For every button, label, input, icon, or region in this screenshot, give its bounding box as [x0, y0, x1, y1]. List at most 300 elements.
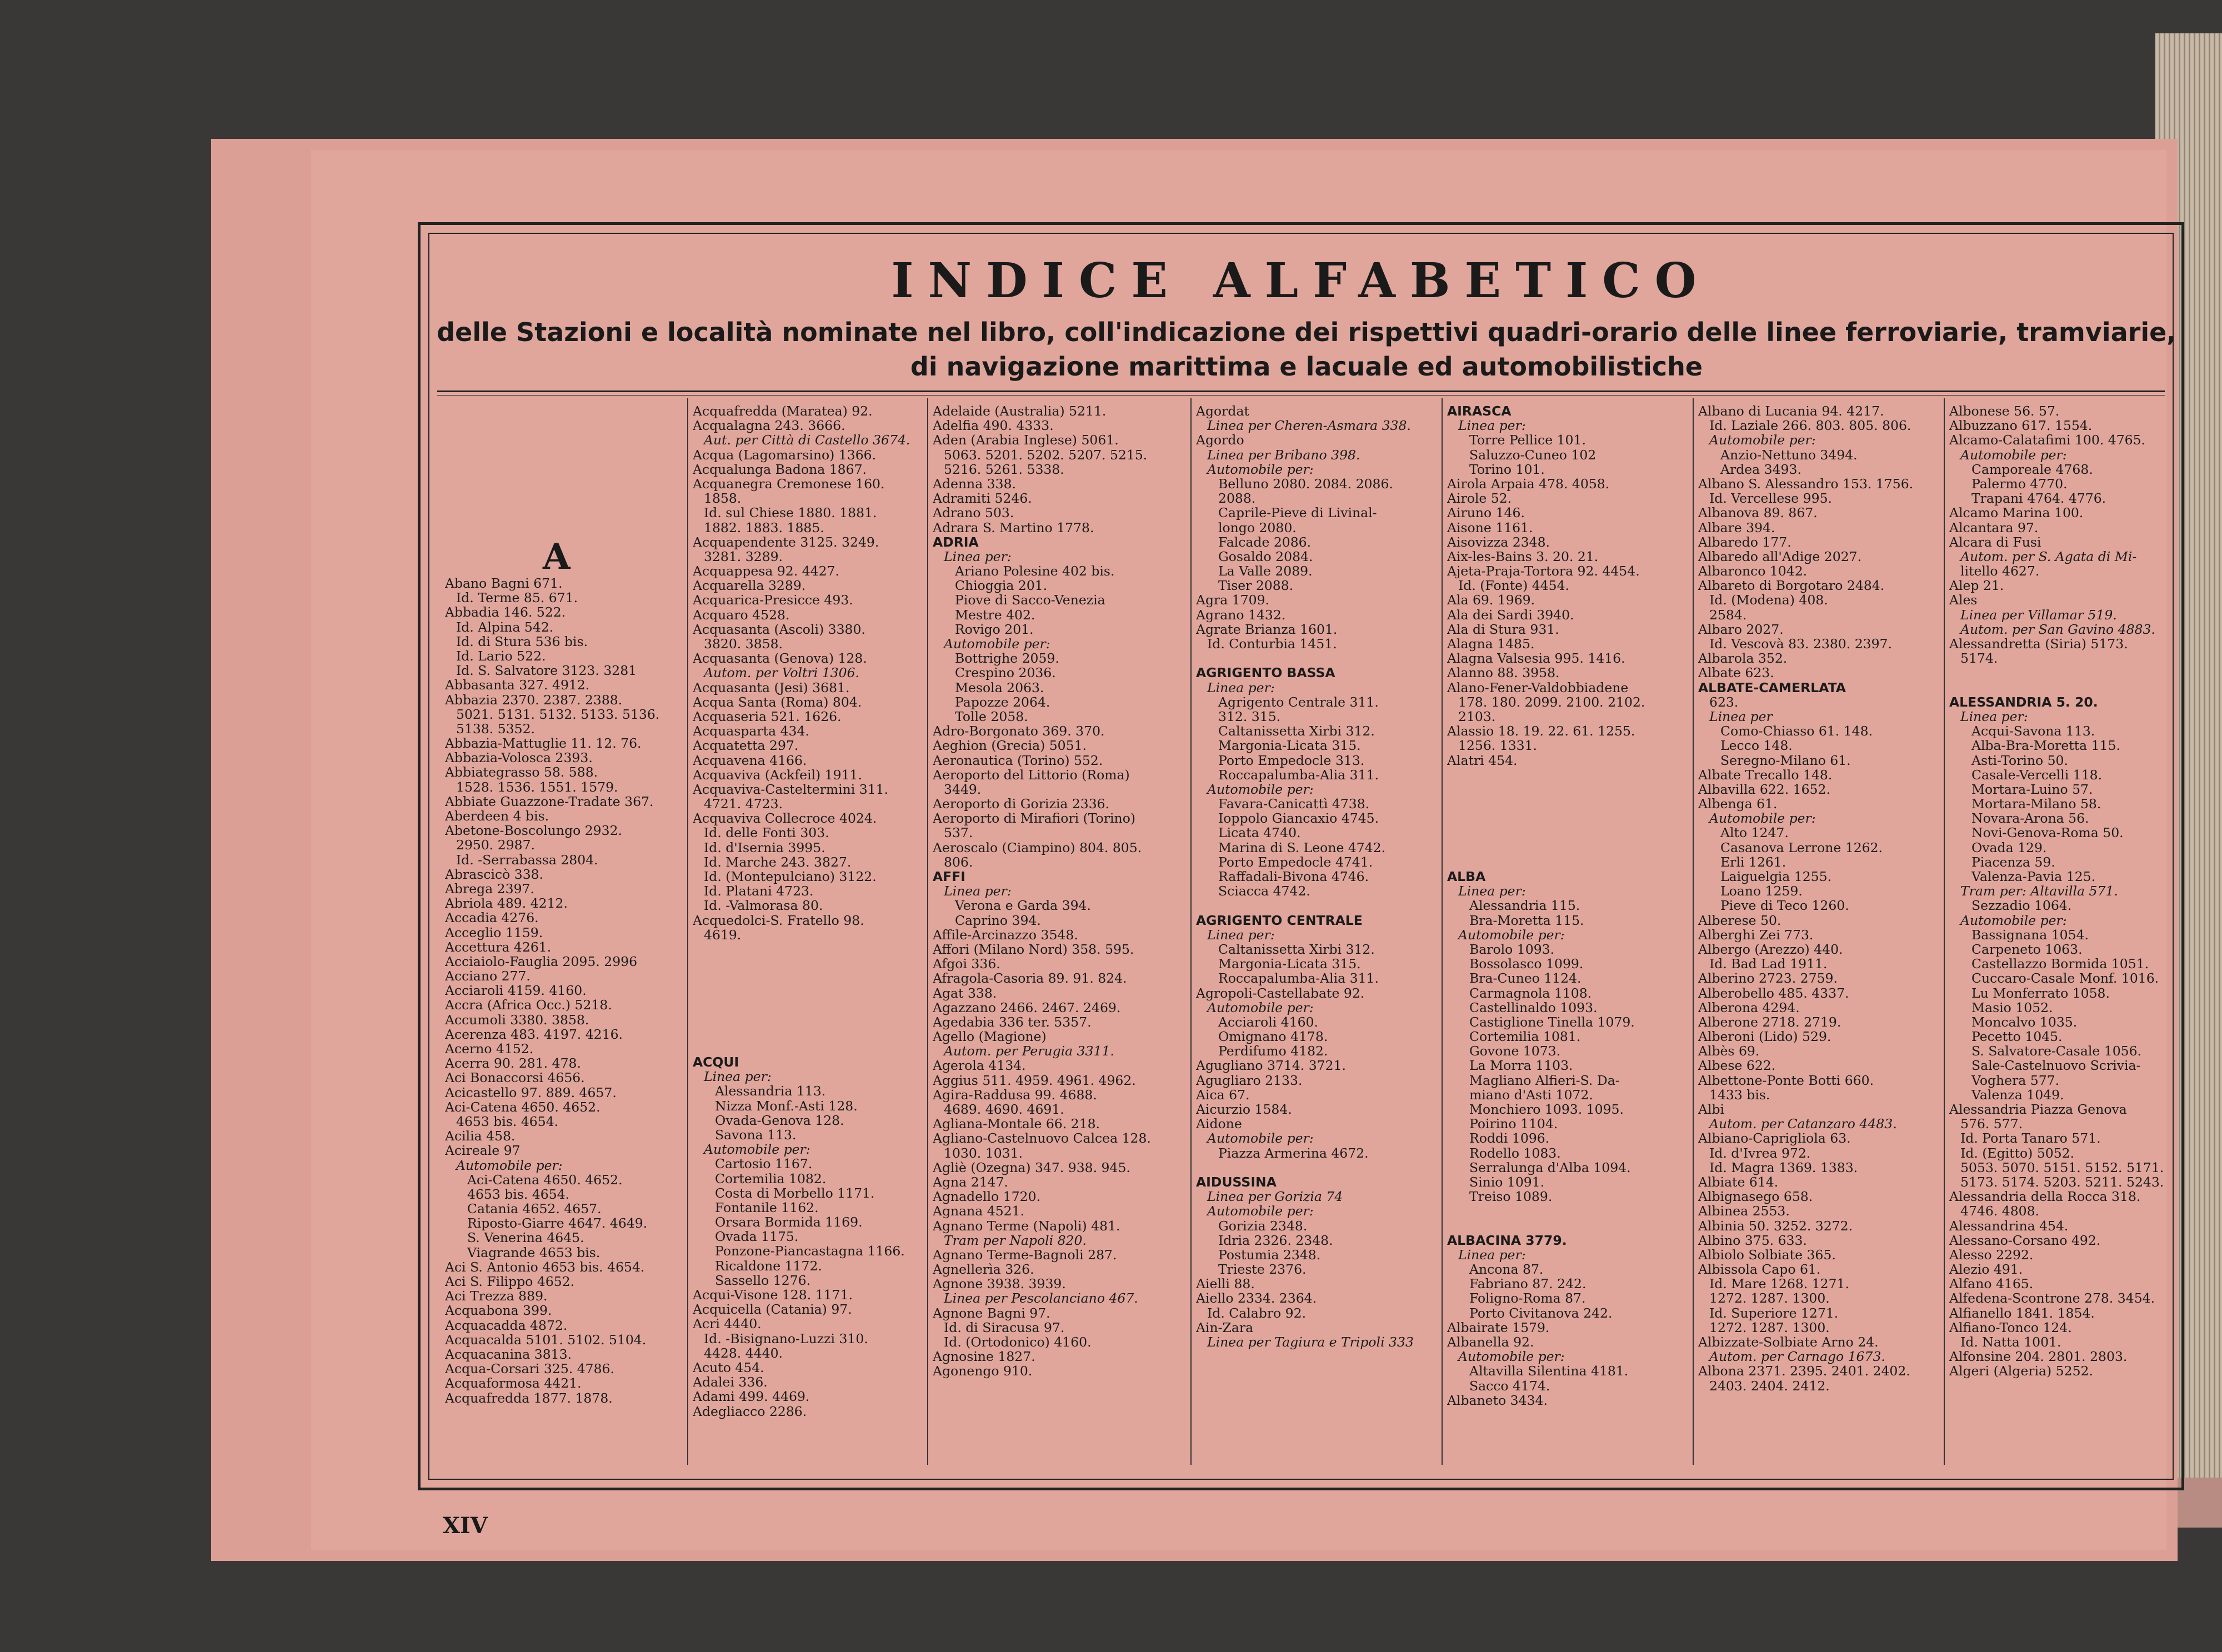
index-entry: Acuto 454.	[693, 1359, 764, 1375]
index-entry: Id. Magra 1369. 1383.	[1709, 1159, 1858, 1175]
index-entry: Ardea 3493.	[1720, 461, 1801, 477]
index-entry	[1447, 1219, 1690, 1233]
page-title: INDICE ALFABETICO	[891, 253, 1711, 309]
index-entry: Affile-Arcinazzo 3548.	[933, 927, 1078, 943]
index-entry: Altavilla Silentina 4181.	[1469, 1363, 1629, 1379]
index-entry: Monchiero 1093. 1095.	[1469, 1102, 1624, 1117]
index-entry: Accumoli 3380. 3858.	[445, 1012, 589, 1028]
index-entry: 1433 bis.	[1709, 1087, 1770, 1103]
index-entry	[1196, 651, 1439, 665]
index-entry: Serralunga d'Alba 1094.	[1469, 1159, 1631, 1175]
index-entry: Abbazia-Volosca 2393.	[445, 750, 593, 766]
index-entry: Abrascicò 338.	[445, 866, 544, 882]
index-entry: Agna 2147.	[933, 1174, 1008, 1190]
index-entry: Airola Arpaia 478. 4058.	[1447, 475, 1610, 492]
index-entry: Camporeale 4768.	[1971, 461, 2093, 477]
index-entry: Caltanissetta Xirbi 312.	[1218, 723, 1375, 739]
index-entry: Alessandria 113.	[715, 1083, 826, 1099]
index-entry: Rovigo 201.	[955, 621, 1034, 637]
index-entry: Alezio 491.	[1949, 1261, 2023, 1278]
index-entry: 178. 180. 2099. 2100. 2102.	[1458, 694, 1645, 710]
index-entry: Autom. per San Gavino 4883.	[1960, 621, 2155, 637]
index-entry: Aiello 2334. 2364.	[1196, 1290, 1317, 1306]
index-entry: AGRIGENTO BASSA	[1196, 665, 1335, 681]
page-number: XIV	[443, 1513, 488, 1539]
index-entry: Alcantara 97.	[1949, 519, 2039, 535]
index-entry: Id. Laziale 266. 803. 805. 806.	[1709, 418, 1911, 434]
index-entry: Ovada 129.	[1971, 839, 2047, 855]
index-entry: Margonia-Licata 315.	[1218, 738, 1361, 754]
index-entry: Fontanile 1162.	[715, 1199, 819, 1215]
index-entry: Alesso 2292.	[1949, 1246, 2034, 1263]
column-separator	[927, 398, 928, 1465]
index-entry: Castellazzo Bormida 1051.	[1971, 956, 2149, 972]
index-entry: Id. (Fonte) 4454.	[1458, 578, 1570, 594]
index-entry: 4689. 4690. 4691.	[944, 1102, 1064, 1117]
index-entry: Verona e Garda 394.	[955, 898, 1091, 914]
index-entry: AIDUSSINA	[1196, 1174, 1277, 1190]
index-entry: Adegliacco 2286.	[693, 1403, 807, 1419]
index-entry: Albairate 1579.	[1447, 1319, 1550, 1335]
index-entry: Alessano-Corsano 492.	[1949, 1232, 2101, 1248]
index-entry: Id. Conturbia 1451.	[1207, 636, 1337, 652]
index-entry: Afgoi 336.	[933, 956, 1000, 972]
index-entry: Agnellerìa 326.	[933, 1261, 1034, 1278]
index-entry: Novi-Genova-Roma 50.	[1971, 825, 2124, 841]
index-entry: Bassignana 1054.	[1971, 927, 2089, 943]
index-entry: Tram per Napoli 820.	[944, 1232, 1087, 1248]
index-entry: Savona 113.	[715, 1127, 797, 1143]
index-entry: Ponzone-Piancastagna 1166.	[715, 1243, 905, 1259]
index-entry: Automobile per:	[1458, 1349, 1565, 1365]
index-entry: Id. d'Isernia 3995.	[704, 839, 825, 855]
index-entry: Alessandrina 454.	[1949, 1218, 2069, 1234]
index-entry: Agordat	[1196, 404, 1249, 419]
index-entry: Moncalvo 1035.	[1971, 1014, 2078, 1030]
index-column-1	[445, 576, 684, 1465]
subtitle-line-2: di navigazione marittima e lacuale ed automobilistiche	[910, 352, 1703, 382]
index-entry: Tolle 2058.	[955, 708, 1028, 724]
index-entry: Automobile per:	[1207, 999, 1314, 1015]
index-entry: Aci Trezza 889.	[445, 1288, 548, 1304]
index-entry: Cortemilia 1081.	[1469, 1029, 1581, 1045]
index-entry: Sinio 1091.	[1469, 1174, 1545, 1190]
index-column-3	[933, 404, 1188, 1448]
index-entry: Bossolasco 1099.	[1469, 956, 1584, 972]
index-entry: Albuzzano 617. 1554.	[1949, 418, 2093, 434]
index-entry: Alessandria 115.	[1469, 898, 1580, 914]
index-entry: Algeri (Algeria) 5252.	[1949, 1363, 2093, 1379]
index-entry: Automobile per:	[1709, 432, 1816, 448]
index-entry: Rodello 1083.	[1469, 1145, 1561, 1161]
index-entry: Alberese 50.	[1698, 912, 1781, 928]
index-entry: Chioggia 201.	[955, 578, 1048, 594]
index-entry: Agat 338.	[933, 985, 997, 1001]
index-entry: Lu Monferrato 1058.	[1971, 985, 2110, 1001]
index-entry: Aicurzio 1584.	[1196, 1102, 1292, 1117]
index-entry: Alfiano-Tonco 124.	[1949, 1319, 2072, 1335]
index-entry: Albonese 56. 57.	[1949, 404, 2060, 419]
index-entry: Affori (Milano Nord) 358. 595.	[933, 941, 1134, 957]
index-entry: ACQUI	[693, 1055, 739, 1070]
index-entry: 5173. 5174. 5203. 5211. 5243.	[1960, 1174, 2164, 1190]
subtitle-line-1: delle Stazioni e località nominate nel libro, coll'indicazione dei rispettivi quadri-orario delle linee ferroviarie, tramviarie,	[437, 317, 2176, 347]
index-entry: Automobile per:	[944, 636, 1050, 652]
index-entry: Agugliaro 2133.	[1196, 1072, 1303, 1088]
index-entry	[693, 957, 925, 970]
index-entry: Perdifumo 4182.	[1218, 1043, 1328, 1059]
index-entry: Acquaviva Collecroce 4024.	[693, 810, 877, 827]
index-entry: Id. delle Fonti 303.	[704, 825, 829, 841]
index-entry: Linea per:	[1458, 418, 1526, 434]
index-entry: ADRIA	[933, 534, 979, 550]
index-entry: Adelaide (Australia) 5211.	[933, 404, 1107, 419]
index-entry: Palermo 4770.	[1971, 475, 2068, 492]
index-entry: Acquatetta 297.	[693, 738, 799, 754]
index-entry: Id. (Montepulciano) 3122.	[704, 869, 877, 884]
index-entry: Acqua Santa (Roma) 804.	[693, 694, 862, 710]
index-entry: Accettura 4261.	[445, 939, 552, 955]
index-entry: 576. 577.	[1960, 1116, 2023, 1132]
index-entry: Carpeneto 1063.	[1971, 941, 2083, 957]
index-entry: Albizzate-Solbiate Arno 24.	[1698, 1334, 1879, 1350]
index-entry: Adenna 338.	[933, 475, 1016, 492]
index-entry: Agnano Terme (Napoli) 481.	[933, 1218, 1120, 1234]
index-entry: Autom. per Catanzaro 4483.	[1709, 1116, 1897, 1132]
index-entry: Acquavena 4166.	[693, 752, 807, 768]
index-entry: Margonia-Licata 315.	[1218, 956, 1361, 972]
index-entry: 4619.	[704, 927, 742, 943]
index-entry: Alfonsine 204. 2801. 2803.	[1949, 1349, 2128, 1365]
index-entry: Acquabona 399.	[445, 1303, 552, 1319]
index-entry: Id. d'Ivrea 972.	[1709, 1145, 1811, 1161]
index-entry: Linea per:	[704, 1069, 772, 1085]
index-entry: Id. Superiore 1271.	[1709, 1305, 1839, 1321]
index-entry: Airole 52.	[1447, 490, 1512, 507]
index-entry: Acqui-Savona 113.	[1971, 723, 2095, 739]
index-entry: Automobile per:	[1709, 810, 1816, 827]
index-entry: Ancona 87.	[1469, 1261, 1544, 1278]
index-entry: Abetone-Boscolungo 2932.	[445, 823, 623, 839]
index-entry: Raffadali-Bivona 4746.	[1218, 869, 1369, 884]
index-entry: Bra-Moretta 115.	[1469, 912, 1584, 928]
index-entry: Crespino 2036.	[955, 665, 1056, 681]
index-entry: Acquaro 4528.	[693, 607, 790, 623]
index-entry: Fabriano 87. 242.	[1469, 1276, 1587, 1292]
index-entry: Agliano-Castelnuovo Calcea 128.	[933, 1130, 1151, 1147]
index-entry: Linea per:	[1207, 927, 1275, 943]
index-entry: Saluzzo-Cuneo 102	[1469, 447, 1597, 463]
index-entry: Acciaroli 4159. 4160.	[445, 983, 587, 999]
index-entry: Id. Alpina 542.	[456, 619, 554, 635]
index-entry: Albiolo Solbiate 365.	[1698, 1246, 1836, 1263]
index-entry: Alberona 4294.	[1698, 999, 1800, 1015]
index-entry: Treiso 1089.	[1469, 1189, 1553, 1205]
index-entry: Voghera 577.	[1971, 1072, 2060, 1088]
index-entry: Albinia 50. 3252. 3272.	[1698, 1218, 1853, 1234]
index-entry: Acquappesa 92. 4427.	[693, 563, 839, 579]
index-entry: 5138. 5352.	[456, 720, 536, 737]
index-entry: Automobile per:	[1207, 1130, 1314, 1147]
index-entry: Porto Civitanova 242.	[1469, 1305, 1613, 1321]
index-entry: Albanova 89. 867.	[1698, 505, 1818, 521]
index-entry: Abbazia 2370. 2387. 2388.	[445, 692, 623, 708]
column-separator	[687, 398, 688, 1465]
index-entry: Alberoni (Lido) 529.	[1698, 1029, 1831, 1045]
index-entry: AGRIGENTO CENTRALE	[1196, 912, 1363, 928]
index-entry: Aeghion (Grecia) 5051.	[933, 738, 1087, 754]
index-entry: Abrega 2397.	[445, 880, 534, 897]
index-entry: Postumia 2348.	[1218, 1246, 1321, 1263]
index-entry: Acquarica-Presicce 493.	[693, 592, 853, 608]
index-entry: Acireale 97	[445, 1143, 521, 1159]
index-entry: Masio 1052.	[1971, 999, 2053, 1015]
index-entry: Falcade 2086.	[1218, 534, 1312, 550]
index-entry: Linea per Tagiura e Tripoli 333	[1207, 1334, 1414, 1350]
index-entry: Linea per:	[1458, 1246, 1526, 1263]
index-entry	[1447, 855, 1690, 869]
index-entry: Albenga 61.	[1698, 796, 1778, 812]
index-entry: Barolo 1093.	[1469, 941, 1555, 957]
index-entry: Abano Bagni 671.	[445, 576, 563, 591]
index-entry: Alfedena-Scontrone 278. 3454.	[1949, 1290, 2155, 1306]
index-entry: Alano-Fener-Valdobbiadene	[1447, 679, 1629, 695]
header-rule-thin	[437, 395, 2165, 396]
index-entry: Agliana-Montale 66. 218.	[933, 1116, 1100, 1132]
index-entry: Alep 21.	[1949, 578, 2004, 594]
index-entry	[693, 942, 925, 957]
index-entry: Ales	[1949, 592, 1978, 608]
index-entry: Acquaformosa 4421.	[445, 1375, 582, 1391]
index-entry: AIRASCA	[1447, 404, 1512, 419]
index-entry: Albissola Capo 61.	[1698, 1261, 1821, 1278]
index-entry: Autom. per Voltri 1306.	[704, 665, 859, 681]
index-entry: Roccapalumba-Alia 311.	[1218, 767, 1379, 783]
index-entry: 5216. 5261. 5338.	[944, 461, 1064, 477]
index-entry: Acquapendente 3125. 3249.	[693, 534, 879, 550]
index-entry: 2088.	[1218, 490, 1256, 507]
index-entry: Albano di Lucania 94. 4217.	[1698, 404, 1884, 419]
index-entry: Linea per Cheren-Asmara 338.	[1207, 418, 1411, 434]
index-entry: Id. Porta Tanaro 571.	[1960, 1130, 2101, 1147]
index-entry: Aci Bonaccorsi 4656.	[445, 1070, 585, 1086]
index-entry: Acquedolci-S. Fratello 98.	[693, 912, 864, 928]
index-entry: Albaredo 177.	[1698, 534, 1791, 550]
page-subtitle	[432, 315, 2181, 384]
index-entry: 806.	[944, 854, 973, 870]
index-entry: Acciano 277.	[445, 968, 531, 984]
index-entry: Bottrighe 2059.	[955, 650, 1059, 667]
index-entry: Torre Pellice 101.	[1469, 432, 1586, 448]
index-entry: Castellinaldo 1093.	[1469, 999, 1598, 1015]
index-entry: Novara-Arona 56.	[1971, 810, 2089, 827]
index-entry: Abbazia-Mattuglie 11. 12. 76.	[445, 735, 642, 752]
index-entry: Gosaldo 2084.	[1218, 548, 1313, 564]
index-entry: Bra-Cuneo 1124.	[1469, 970, 1582, 987]
index-entry: Casanova Lerrone 1262.	[1720, 839, 1883, 855]
index-entry: Alberone 2718. 2719.	[1698, 1014, 1841, 1030]
index-entry: Alba-Bra-Moretta 115.	[1971, 738, 2120, 754]
index-entry: Albiate 614.	[1698, 1174, 1779, 1190]
index-entry: Acquicella (Catania) 97.	[693, 1301, 852, 1318]
index-entry: Aeroscalo (Ciampino) 804. 805.	[933, 839, 1142, 855]
index-entry: Linea per:	[1960, 708, 2028, 724]
index-entry: 5174.	[1960, 650, 1998, 667]
index-entry	[1949, 680, 2171, 695]
index-entry: Sacco 4174.	[1469, 1378, 1550, 1394]
index-column-7	[1949, 404, 2171, 1448]
index-entry: Aix-les-Bains 3. 20. 21.	[1447, 548, 1599, 564]
index-entry: miano d'Asti 1072.	[1469, 1087, 1593, 1103]
index-entry: ALBATE-CAMERLATA	[1698, 679, 1846, 695]
index-entry: Acquasanta (Ascoli) 3380.	[693, 621, 865, 637]
index-entry: Agrigento Centrale 311.	[1218, 694, 1379, 710]
index-entry: Albese 622.	[1698, 1058, 1776, 1074]
index-entry: Pecetto 1045.	[1971, 1029, 2063, 1045]
index-entry: Id. -Serrabassa 2804.	[456, 852, 598, 868]
index-entry	[1196, 898, 1439, 913]
index-entry: Acquacanina 3813.	[445, 1346, 572, 1362]
index-entry: Albès 69.	[1698, 1043, 1760, 1059]
index-entry: Marina di S. Leone 4742.	[1218, 839, 1386, 855]
index-entry: La Valle 2089.	[1218, 563, 1313, 579]
index-entry: Albignasego 658.	[1698, 1189, 1813, 1205]
index-entry: Agrate Brianza 1601.	[1196, 621, 1338, 637]
index-entry: Acciaiolo-Fauglia 2095. 2996	[445, 953, 638, 969]
index-column-5	[1447, 404, 1690, 1448]
index-entry: Favara-Canicattì 4738.	[1218, 796, 1370, 812]
index-entry: Agnone 3938. 3939.	[933, 1276, 1066, 1292]
index-entry: Linea per Bribano 398.	[1207, 447, 1360, 463]
index-entry: Agello (Magione)	[933, 1029, 1047, 1045]
index-entry: Albaronco 1042.	[1698, 563, 1808, 579]
index-entry: 312. 315.	[1218, 708, 1281, 724]
index-entry: Acquacadda 4872.	[445, 1317, 568, 1333]
index-entry: Lecco 148.	[1720, 738, 1793, 754]
index-entry: Agnano Terme-Bagnoli 287.	[933, 1246, 1117, 1263]
index-entry: Erli 1261.	[1720, 854, 1786, 870]
index-entry: Como-Chiasso 61. 148.	[1720, 723, 1873, 739]
index-entry: Linea per Gorizia 74	[1207, 1189, 1343, 1205]
index-entry: Linea per Pescolanciano 467.	[944, 1290, 1138, 1306]
index-entry: Adro-Borgonato 369. 370.	[933, 723, 1105, 739]
index-entry: 1528. 1536. 1551. 1579.	[456, 779, 618, 795]
column-separator	[1442, 398, 1443, 1465]
index-entry: Acciaroli 4160.	[1218, 1014, 1318, 1030]
index-entry: Caprino 394.	[955, 912, 1041, 928]
index-entry: 3281. 3289.	[704, 548, 783, 564]
column-separator	[1944, 398, 1945, 1465]
index-entry: Aden (Arabia Inglese) 5061.	[933, 432, 1119, 448]
index-entry: Adalei 336.	[693, 1374, 768, 1390]
index-entry: Orsara Bormida 1169.	[715, 1214, 863, 1230]
index-entry: Id. (Ortodonico) 4160.	[944, 1334, 1092, 1350]
index-entry: Albinea 2553.	[1698, 1203, 1790, 1219]
index-entry: Acquacalda 5101. 5102. 5104.	[445, 1331, 647, 1348]
index-entry: Aci S. Antonio 4653 bis. 4654.	[445, 1259, 645, 1275]
index-entry: Acquaseria 521. 1626.	[693, 708, 842, 724]
index-entry: Magliano Alfieri-S. Da-	[1469, 1072, 1620, 1088]
index-entry: Aisone 1161.	[1447, 519, 1533, 535]
index-entry: Aidone	[1196, 1116, 1242, 1132]
index-entry: Automobile per:	[1960, 447, 2067, 463]
index-entry: Adramiti 5246.	[933, 490, 1032, 507]
index-entry: Trapani 4764. 4776.	[1971, 490, 2106, 507]
index-entry: Carmagnola 1108.	[1469, 985, 1592, 1001]
index-entry: 1882. 1883. 1885.	[704, 519, 824, 535]
index-entry: Id. Natta 1001.	[1960, 1334, 2061, 1350]
index-entry: Omignano 4178.	[1218, 1029, 1328, 1045]
index-entry: Licata 4740.	[1218, 825, 1301, 841]
index-frame	[418, 222, 2184, 1539]
index-entry: Agnosine 1827.	[933, 1349, 1035, 1365]
index-entry: Alto 1247.	[1720, 825, 1789, 841]
index-entry: Linea per:	[944, 548, 1012, 564]
index-entry: Govone 1073.	[1469, 1043, 1561, 1059]
index-entry: Alanno 88. 3958.	[1447, 665, 1560, 681]
index-entry: Acquaviva-Casteltermini 311.	[693, 781, 889, 797]
index-entry: 2403. 2404. 2412.	[1709, 1378, 1830, 1394]
index-entry: AFFI	[933, 869, 966, 884]
index-entry: Alberino 2723. 2759.	[1698, 970, 1838, 987]
index-entry: 1256. 1331.	[1458, 738, 1538, 754]
index-entry: Abbasanta 327. 4912.	[445, 677, 590, 693]
index-entry: Alatri 454.	[1447, 752, 1518, 768]
index-entry: 537.	[944, 825, 973, 841]
index-entry: Aci-Catena 4650. 4652.	[445, 1099, 600, 1115]
index-entry: Belluno 2080. 2084. 2086.	[1218, 475, 1393, 492]
header-rule	[437, 391, 2165, 392]
index-entry: Adrano 503.	[933, 505, 1014, 521]
index-entry: Alcara di Fusi	[1949, 534, 2041, 550]
index-entry: Agazzano 2466. 2467. 2469.	[933, 999, 1121, 1015]
index-entry: Alfianello 1841. 1854.	[1949, 1305, 2095, 1321]
index-entry: Sciacca 4742.	[1218, 883, 1310, 899]
index-entry: Pieve di Teco 1260.	[1720, 898, 1849, 914]
index-entry: Automobile per:	[1207, 461, 1314, 477]
index-entry: Acqua-Corsari 325. 4786.	[445, 1361, 614, 1377]
index-entry: Castiglione Tinella 1079.	[1469, 1014, 1635, 1030]
index-entry: Aeroporto di Gorizia 2336.	[933, 796, 1110, 812]
index-entry: Albaneto 3434.	[1447, 1392, 1548, 1408]
index-entry: Agnadello 1720.	[933, 1189, 1041, 1205]
index-entry: Albiano-Caprigliola 63.	[1698, 1130, 1851, 1147]
index-entry	[1196, 1160, 1439, 1175]
index-entry: Accadia 4276.	[445, 910, 539, 926]
index-entry: Albare 394.	[1698, 519, 1775, 535]
index-entry: Albate Trecallo 148.	[1698, 767, 1833, 783]
index-entry: Id. Terme 85. 671.	[456, 590, 578, 606]
index-entry: 1030. 1031.	[944, 1145, 1023, 1161]
index-entry: Agliè (Ozegna) 347. 938. 945.	[933, 1159, 1130, 1175]
index-entry	[1447, 811, 1690, 825]
index-entry: Poirino 1104.	[1469, 1116, 1558, 1132]
index-entry: La Morra 1103.	[1469, 1058, 1573, 1074]
index-entry: Valenza 1049.	[1971, 1087, 2064, 1103]
index-entry: Automobile per:	[1458, 927, 1565, 943]
index-entry: Papozze 2064.	[955, 694, 1050, 710]
index-entry: 4746. 4808.	[1960, 1203, 2040, 1219]
index-entry: Cuccaro-Casale Monf. 1016.	[1971, 970, 2159, 987]
index-entry: Albona 2371. 2395. 2401. 2402.	[1698, 1363, 1910, 1379]
index-entry: Albaro 2027.	[1698, 621, 1784, 637]
index-entry: Acri 4440.	[693, 1316, 762, 1332]
index-entry: Aisovizza 2348.	[1447, 534, 1550, 550]
index-entry: Ovada 1175.	[715, 1229, 799, 1245]
index-entry: Mestre 402.	[955, 607, 1035, 623]
index-entry: Alcamo Marina 100.	[1949, 505, 2084, 521]
index-entry: Aeronautica (Torino) 552.	[933, 752, 1103, 768]
